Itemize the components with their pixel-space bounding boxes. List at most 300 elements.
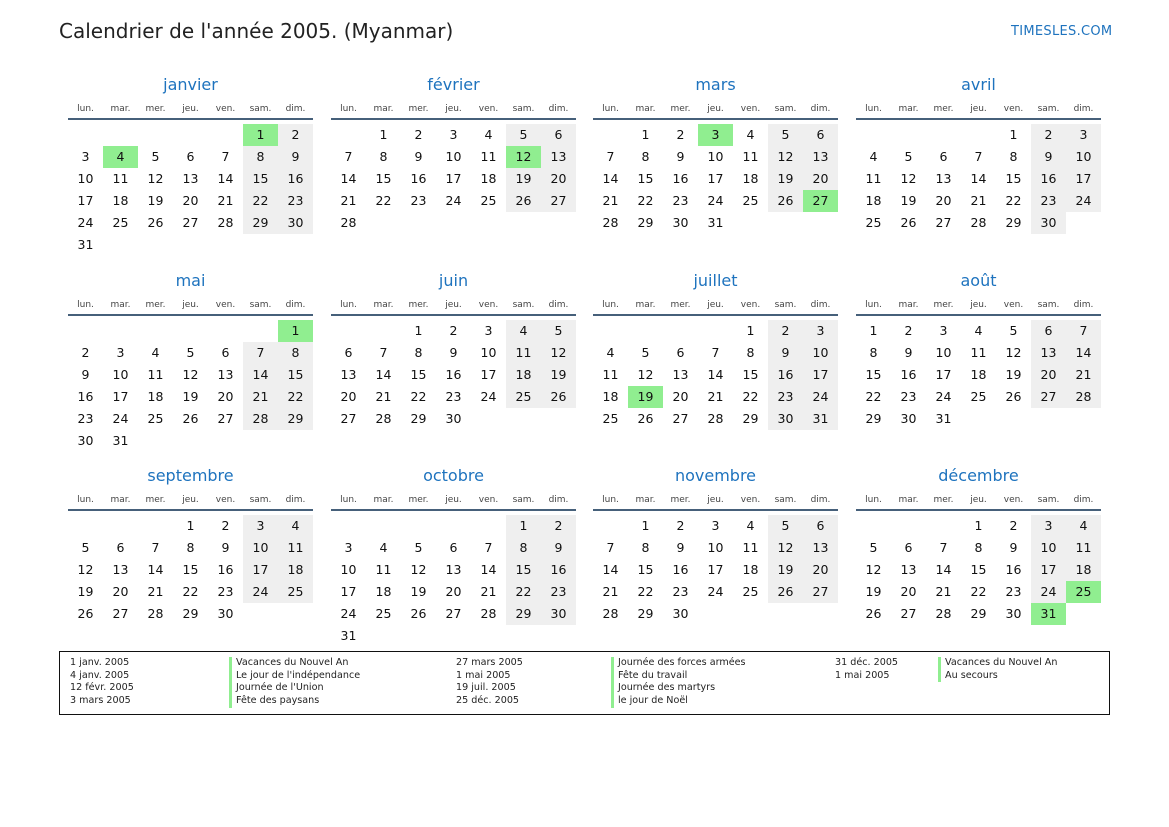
day-cell: 18 — [480, 171, 497, 186]
day-cell: 4 — [278, 515, 313, 537]
day-cell: 28 — [375, 411, 392, 426]
day-cell: 19 — [410, 584, 427, 599]
weekday-label: lun. — [340, 104, 357, 114]
weekday-label: sam. — [249, 104, 272, 114]
weekday-label: lun. — [77, 495, 94, 505]
day-cell: 21 — [707, 389, 724, 404]
weekday-label: sam. — [512, 495, 535, 505]
day-cell: 20 — [803, 168, 838, 190]
day-cell: 21 — [243, 386, 278, 408]
weekday-label: mar. — [110, 104, 131, 114]
day-cell: 17 — [935, 367, 952, 382]
day-cell: 18 — [375, 584, 392, 599]
day-cell: 14 — [602, 171, 619, 186]
weekday-label: ven. — [478, 104, 499, 114]
month-name: décembre — [938, 466, 1019, 485]
day-cell: 13 — [217, 367, 234, 382]
day-cell: 29 — [637, 606, 654, 621]
day-cell: 21 — [1066, 364, 1101, 386]
day-cell: 24 — [77, 215, 94, 230]
month-name: août — [960, 271, 997, 290]
weekday-label: lun. — [340, 300, 357, 310]
day-cell: 4 — [379, 540, 388, 555]
weekday-label: lun. — [602, 104, 619, 114]
day-cell: 15 — [637, 171, 654, 186]
day-cell: 22 — [637, 193, 654, 208]
day-cell: 25 — [506, 386, 541, 408]
day-cell: 25 — [278, 581, 313, 603]
day-cell: 12 — [768, 537, 803, 559]
legend-date: 25 déc. 2005 — [456, 695, 520, 707]
day-cell: 5 — [869, 540, 878, 555]
day-cell: 12 — [182, 367, 199, 382]
weekday-label: lun. — [602, 300, 619, 310]
day-cell: 23 — [768, 386, 803, 408]
day-cell: 25 — [480, 193, 497, 208]
weekday-label: dim. — [285, 300, 306, 310]
month-name: juin — [438, 271, 469, 290]
day-cell: 21 — [375, 389, 392, 404]
day-cell: 11 — [506, 342, 541, 364]
day-cell: 12 — [900, 171, 917, 186]
day-cell: 19 — [768, 168, 803, 190]
day-cell: 25 — [147, 411, 164, 426]
day-cell: 21 — [480, 584, 497, 599]
month-name: avril — [961, 75, 996, 94]
day-cell: 16 — [541, 559, 576, 581]
day-cell: 29 — [865, 411, 882, 426]
day-cell: 9 — [221, 540, 230, 555]
day-cell: 14 — [1066, 342, 1101, 364]
weekday-label: ven. — [740, 300, 761, 310]
day-cell: 20 — [1031, 364, 1066, 386]
legend-names-col-2 — [611, 657, 746, 708]
day-cell: 5 — [904, 149, 913, 164]
day-cell: 14 — [707, 367, 724, 382]
day-cell: 20 — [935, 193, 952, 208]
day-cell: 2 — [676, 127, 685, 142]
day-cell: 9 — [676, 149, 685, 164]
day-cell: 12 — [506, 146, 541, 168]
day-cell: 17 — [112, 389, 129, 404]
day-cell: 6 — [904, 540, 913, 555]
day-cell: 17 — [1066, 168, 1101, 190]
day-cell: 20 — [672, 389, 689, 404]
day-cell: 14 — [970, 171, 987, 186]
day-cell: 29 — [243, 212, 278, 234]
day-cell: 24 — [1031, 581, 1066, 603]
day-cell: 29 — [742, 411, 759, 426]
day-cell: 18 — [112, 193, 129, 208]
day-cell: 19 — [865, 584, 882, 599]
day-cell: 3 — [939, 323, 948, 338]
weekday-label: sam. — [1037, 300, 1060, 310]
day-cell: 23 — [1031, 190, 1066, 212]
day-cell: 5 — [641, 345, 650, 360]
weekday-label: mar. — [110, 495, 131, 505]
day-cell: 18 — [602, 389, 619, 404]
day-cell: 15 — [742, 367, 759, 382]
weekday-label: dim. — [548, 104, 569, 114]
weekday-label: sam. — [1037, 495, 1060, 505]
day-cell: 13 — [445, 562, 462, 577]
month-divider — [68, 118, 313, 120]
day-cell: 24 — [803, 386, 838, 408]
day-cell: 6 — [939, 149, 948, 164]
weekday-label: sam. — [512, 300, 535, 310]
weekday-label: mer. — [408, 104, 429, 114]
day-cell: 19 — [628, 386, 663, 408]
day-cell: 4 — [746, 518, 755, 533]
day-cell: 27 — [445, 606, 462, 621]
day-cell: 29 — [970, 606, 987, 621]
day-cell: 13 — [182, 171, 199, 186]
day-cell: 6 — [221, 345, 230, 360]
day-cell: 18 — [970, 367, 987, 382]
weekday-label: jeu. — [970, 104, 987, 114]
day-cell: 18 — [1066, 559, 1101, 581]
day-cell: 13 — [803, 537, 838, 559]
day-cell: 21 — [602, 584, 619, 599]
month-divider — [856, 314, 1101, 316]
day-cell: 2 — [904, 323, 913, 338]
day-cell: 23 — [77, 411, 94, 426]
day-cell: 14 — [935, 562, 952, 577]
day-cell: 3 — [449, 127, 458, 142]
day-cell: 18 — [865, 193, 882, 208]
weekday-label: mar. — [110, 300, 131, 310]
day-cell: 5 — [414, 540, 423, 555]
day-cell: 22 — [1005, 193, 1022, 208]
day-cell: 26 — [506, 190, 541, 212]
day-cell: 23 — [217, 584, 234, 599]
weekday-label: ven. — [740, 104, 761, 114]
day-cell: 22 — [243, 190, 278, 212]
day-cell: 8 — [1009, 149, 1018, 164]
day-cell: 31 — [935, 411, 952, 426]
day-cell: 23 — [672, 193, 689, 208]
day-cell: 27 — [672, 411, 689, 426]
day-cell: 13 — [803, 146, 838, 168]
month-divider — [593, 509, 838, 511]
day-cell: 27 — [935, 215, 952, 230]
day-cell: 29 — [182, 606, 199, 621]
weekday-label: ven. — [215, 104, 236, 114]
day-cell: 20 — [541, 168, 576, 190]
day-cell: 3 — [698, 124, 733, 146]
day-cell: 16 — [77, 389, 94, 404]
weekday-label: mar. — [898, 300, 919, 310]
brand-link[interactable]: TIMESLES.COM — [1011, 24, 1113, 39]
weekday-label: dim. — [1073, 300, 1094, 310]
day-cell: 6 — [676, 345, 685, 360]
month-divider — [856, 118, 1101, 120]
day-cell: 31 — [112, 433, 129, 448]
legend-dates-col-2 — [456, 657, 523, 708]
weekday-label: lun. — [77, 104, 94, 114]
day-cell: 3 — [711, 518, 720, 533]
day-cell: 3 — [344, 540, 353, 555]
day-cell: 16 — [278, 168, 313, 190]
weekday-label: mar. — [898, 104, 919, 114]
day-cell: 8 — [974, 540, 983, 555]
day-cell: 8 — [278, 342, 313, 364]
day-cell: 23 — [445, 389, 462, 404]
day-cell: 25 — [112, 215, 129, 230]
day-cell: 26 — [410, 606, 427, 621]
day-cell: 3 — [1066, 124, 1101, 146]
holiday-legend — [59, 651, 1110, 715]
month-divider — [331, 314, 576, 316]
weekday-label: lun. — [602, 495, 619, 505]
weekday-label: dim. — [1073, 495, 1094, 505]
day-cell: 12 — [541, 342, 576, 364]
weekday-label: mer. — [670, 104, 691, 114]
day-cell: 6 — [803, 124, 838, 146]
day-cell: 19 — [506, 168, 541, 190]
day-cell: 29 — [506, 603, 541, 625]
day-cell: 23 — [900, 389, 917, 404]
weekday-label: mer. — [145, 495, 166, 505]
day-cell: 27 — [112, 606, 129, 621]
day-cell: 3 — [484, 323, 493, 338]
day-cell: 28 — [602, 215, 619, 230]
day-cell: 10 — [1066, 146, 1101, 168]
day-cell: 17 — [340, 584, 357, 599]
day-cell: 16 — [410, 171, 427, 186]
month-name: septembre — [147, 466, 234, 485]
legend-date: 1 janv. 2005 — [70, 657, 130, 668]
day-cell: 3 — [116, 345, 125, 360]
weekday-label: mer. — [933, 495, 954, 505]
day-cell: 22 — [637, 584, 654, 599]
day-cell: 4 — [869, 149, 878, 164]
day-cell: 8 — [243, 146, 278, 168]
day-cell: 27 — [217, 411, 234, 426]
month-divider — [593, 314, 838, 316]
day-cell: 7 — [344, 149, 353, 164]
month-name: mars — [695, 75, 736, 94]
legend-date: 3 mars 2005 — [70, 695, 131, 707]
day-cell: 3 — [803, 320, 838, 342]
day-cell: 7 — [939, 540, 948, 555]
day-cell: 15 — [243, 168, 278, 190]
day-cell: 16 — [1005, 562, 1022, 577]
day-cell: 19 — [1005, 367, 1022, 382]
day-cell: 2 — [768, 320, 803, 342]
weekday-label: dim. — [285, 495, 306, 505]
weekday-label: sam. — [774, 495, 797, 505]
day-cell: 14 — [340, 171, 357, 186]
day-cell: 5 — [151, 149, 160, 164]
day-cell: 1 — [641, 127, 650, 142]
day-cell: 1 — [506, 515, 541, 537]
day-cell: 19 — [900, 193, 917, 208]
legend-date: 19 juil. 2005 — [456, 682, 516, 694]
day-cell: 1 — [746, 323, 755, 338]
day-cell: 4 — [746, 127, 755, 142]
day-cell: 9 — [414, 149, 423, 164]
day-cell: 30 — [445, 411, 462, 426]
day-cell: 8 — [641, 540, 650, 555]
day-cell: 31 — [77, 237, 94, 252]
day-cell: 30 — [77, 433, 94, 448]
day-cell: 30 — [672, 215, 689, 230]
day-cell: 8 — [869, 345, 878, 360]
day-cell: 9 — [1031, 146, 1066, 168]
day-cell: 28 — [935, 606, 952, 621]
weekday-label: jeu. — [445, 104, 462, 114]
day-cell: 22 — [506, 581, 541, 603]
day-cell: 14 — [147, 562, 164, 577]
day-cell: 9 — [81, 367, 90, 382]
day-cell: 30 — [672, 606, 689, 621]
day-cell: 9 — [278, 146, 313, 168]
month-name: janvier — [163, 75, 218, 94]
weekday-label: lun. — [865, 104, 882, 114]
day-cell: 21 — [147, 584, 164, 599]
day-cell: 23 — [410, 193, 427, 208]
day-cell: 25 — [1066, 581, 1101, 603]
day-cell: 19 — [147, 193, 164, 208]
legend-holiday-name: Vacances du Nouvel An — [229, 657, 360, 670]
day-cell: 8 — [379, 149, 388, 164]
day-cell: 27 — [803, 581, 838, 603]
day-cell: 25 — [375, 606, 392, 621]
day-cell: 15 — [182, 562, 199, 577]
day-cell: 26 — [865, 606, 882, 621]
day-cell: 7 — [1066, 320, 1101, 342]
weekday-label: mer. — [408, 300, 429, 310]
day-cell: 25 — [602, 411, 619, 426]
weekday-label: mar. — [373, 495, 394, 505]
day-cell: 1 — [414, 323, 423, 338]
day-cell: 8 — [746, 345, 755, 360]
month-divider — [68, 509, 313, 511]
day-cell: 7 — [221, 149, 230, 164]
day-cell: 16 — [900, 367, 917, 382]
weekday-label: ven. — [1003, 495, 1024, 505]
weekday-label: jeu. — [707, 104, 724, 114]
day-cell: 24 — [480, 389, 497, 404]
day-cell: 31 — [340, 628, 357, 643]
day-cell: 7 — [606, 540, 615, 555]
day-cell: 27 — [1031, 386, 1066, 408]
day-cell: 26 — [637, 411, 654, 426]
day-cell: 16 — [672, 562, 689, 577]
day-cell: 5 — [81, 540, 90, 555]
day-cell: 17 — [707, 171, 724, 186]
month-name: mai — [175, 271, 206, 290]
day-cell: 19 — [768, 559, 803, 581]
day-cell: 1 — [243, 124, 278, 146]
day-cell: 8 — [641, 149, 650, 164]
day-cell: 18 — [742, 562, 759, 577]
day-cell: 16 — [217, 562, 234, 577]
legend-dates-col-1 — [70, 657, 134, 708]
day-cell: 12 — [147, 171, 164, 186]
weekday-label: mar. — [373, 104, 394, 114]
day-cell: 17 — [480, 367, 497, 382]
day-cell: 3 — [243, 515, 278, 537]
month-divider — [68, 314, 313, 316]
day-cell: 26 — [147, 215, 164, 230]
legend-holiday-name: Journée de l'Union — [229, 682, 360, 695]
day-cell: 11 — [742, 149, 759, 164]
day-cell: 11 — [375, 562, 392, 577]
day-cell: 22 — [278, 386, 313, 408]
day-cell: 2 — [1031, 124, 1066, 146]
day-cell: 15 — [1005, 171, 1022, 186]
day-cell: 9 — [449, 345, 458, 360]
day-cell: 16 — [1031, 168, 1066, 190]
day-cell: 11 — [742, 540, 759, 555]
day-cell: 2 — [676, 518, 685, 533]
day-cell: 7 — [243, 342, 278, 364]
weekday-label: jeu. — [182, 495, 199, 505]
day-cell: 18 — [506, 364, 541, 386]
month-divider — [593, 118, 838, 120]
day-cell: 24 — [935, 389, 952, 404]
weekday-label: sam. — [774, 300, 797, 310]
day-cell: 25 — [742, 193, 759, 208]
day-cell: 28 — [147, 606, 164, 621]
day-cell: 29 — [278, 408, 313, 430]
legend-date: 31 déc. 2005 — [835, 657, 899, 668]
day-cell: 31 — [803, 408, 838, 430]
legend-date: 27 mars 2005 — [456, 657, 523, 668]
day-cell: 30 — [1005, 606, 1022, 621]
day-cell: 27 — [900, 606, 917, 621]
day-cell: 22 — [410, 389, 427, 404]
day-cell: 4 — [1066, 515, 1101, 537]
day-cell: 2 — [541, 515, 576, 537]
day-cell: 11 — [865, 171, 882, 186]
day-cell: 13 — [935, 171, 952, 186]
day-cell: 14 — [217, 171, 234, 186]
day-cell: 2 — [81, 345, 90, 360]
day-cell: 17 — [803, 364, 838, 386]
day-cell: 1 — [379, 127, 388, 142]
day-cell: 28 — [602, 606, 619, 621]
day-cell: 17 — [707, 562, 724, 577]
day-cell: 30 — [541, 603, 576, 625]
day-cell: 24 — [340, 606, 357, 621]
day-cell: 11 — [480, 149, 497, 164]
legend-holiday-name: Le jour de l'indépendance — [229, 670, 360, 683]
weekday-label: ven. — [1003, 300, 1024, 310]
day-cell: 8 — [414, 345, 423, 360]
day-cell: 19 — [541, 364, 576, 386]
weekday-label: dim. — [285, 104, 306, 114]
day-cell: 24 — [112, 411, 129, 426]
day-cell: 24 — [707, 584, 724, 599]
day-cell: 26 — [77, 606, 94, 621]
day-cell: 4 — [974, 323, 983, 338]
day-cell: 10 — [77, 171, 94, 186]
day-cell: 20 — [900, 584, 917, 599]
weekday-label: mar. — [635, 104, 656, 114]
month-divider — [331, 509, 576, 511]
day-cell: 27 — [803, 190, 838, 212]
day-cell: 15 — [506, 559, 541, 581]
month-name: juillet — [693, 271, 738, 290]
day-cell: 15 — [410, 367, 427, 382]
day-cell: 10 — [707, 149, 724, 164]
day-cell: 4 — [151, 345, 160, 360]
day-cell: 11 — [147, 367, 164, 382]
day-cell: 31 — [1031, 603, 1066, 625]
